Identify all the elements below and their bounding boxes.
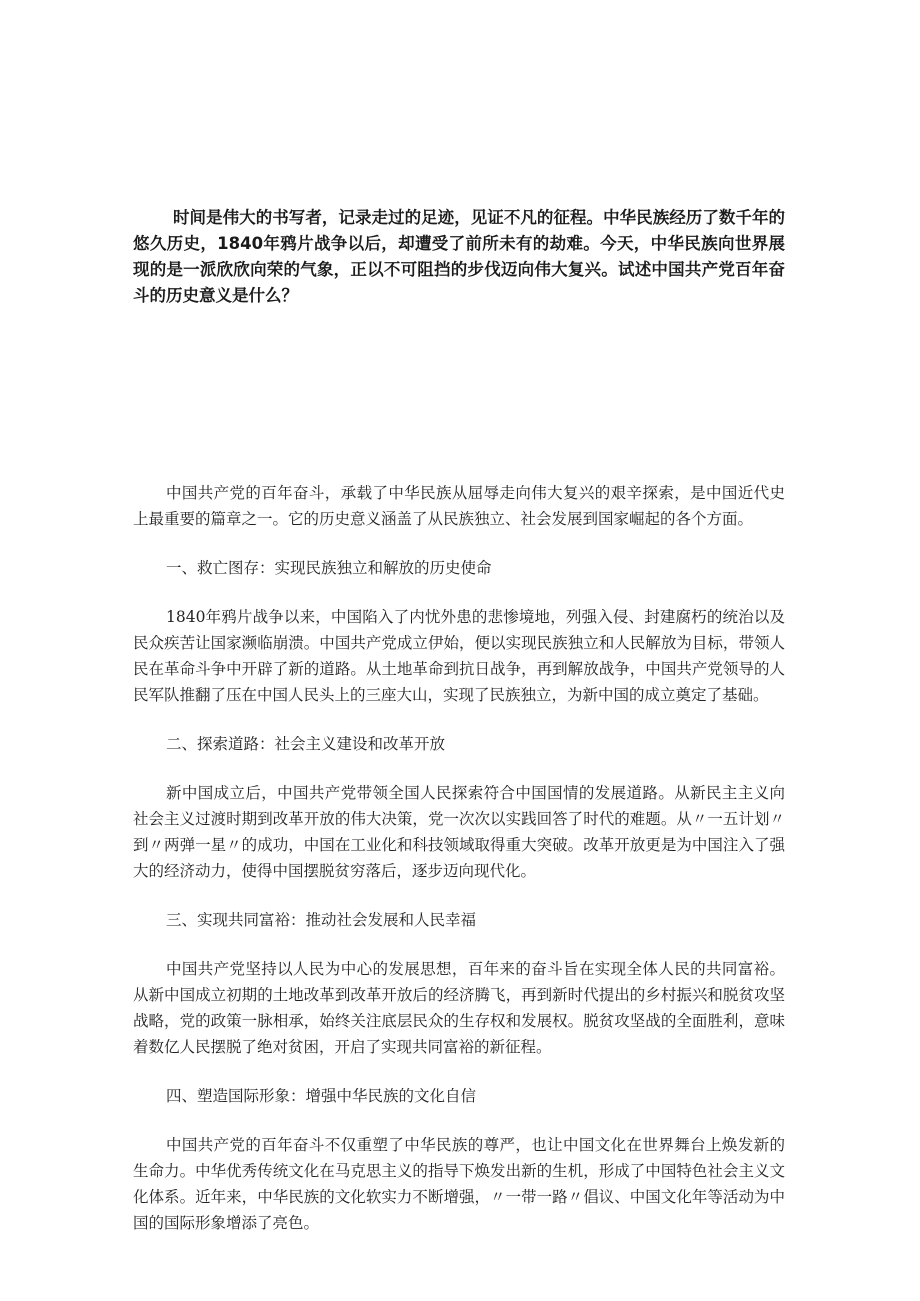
question-text: 时间是伟大的书写者，记录走过的足迹，见证不凡的征程。中华民族经历了数千年的悠久历史，1840年鸦片战争以后，却遭受了前所未有的劫难。今天，中华民族向世界展现的是一派欣欣向荣的气象，正以不可阻挡的步伐迈向伟大复兴。试述中国共产党百年奋斗的历史意义是什么？ bbox=[133, 208, 785, 305]
section-4-body: 中国共产党的百年奋斗不仅重塑了中华民族的尊严，也让中国文化在世界舞台上焕发新的生命力。中华优秀传统文化在马克思主义的指导下焕发出新的生机，形成了中国特色社会主义文化体系。近年来，中华民族的文化软实力不断增强，〃一带一路〃倡议、中国文化年等活动为中国的国际形象增添了亮色。 bbox=[133, 1136, 785, 1232]
section-3-heading: 三、实现共同富裕：推动社会发展和人民幸福 bbox=[166, 911, 477, 929]
answer-body bbox=[133, 480, 785, 1259]
section-3-body: 中国共产党坚持以人民为中心的发展思想，百年来的奋斗旨在实现全体人民的共同富裕。从新中国成立初期的土地改革到改革开放后的经济腾飞，再到新时代提出的乡村振兴和脱贫攻坚战略，党的政策一脉相承，始终关注底层民众的生存权和发展权。脱贫攻坚战的全面胜利，意味着数亿人民摆脱了绝对贫困，开启了实现共同富裕的新征程。 bbox=[133, 960, 785, 1056]
section-2-body: 新中国成立后，中国共产党带领全国人民探索符合中国国情的发展道路。从新民主主义向社会主义过渡时期到改革开放的伟大决策，党一次次以实践回答了时代的难题。从〃一五计划〃到〃两弹一星〃的成功，中国在工业化和科技领域取得重大突破。改革开放更是为中国注入了强大的经济动力，使得中国摆脱贫穷落后，逐步迈向现代化。 bbox=[133, 784, 785, 880]
intro-paragraph: 中国共产党的百年奋斗，承载了中华民族从屈辱走向伟大复兴的艰辛探索，是中国近代史上最重要的篇章之一。它的历史意义涵盖了从民族独立、社会发展到国家崛起的各个方面。 bbox=[133, 484, 785, 528]
section-4-heading: 四、塑造国际形象：增强中华民族的文化自信 bbox=[166, 1087, 477, 1105]
section-2-heading: 二、探索道路：社会主义建设和改革开放 bbox=[166, 735, 446, 753]
section-1-heading: 一、救亡图存：实现民族独立和解放的历史使命 bbox=[166, 559, 492, 577]
section-1-body: 1840年鸦片战争以来，中国陷入了内忧外患的悲惨境地，列强入侵、封建腐朽的统治以及民众疾苦让国家濒临崩溃。中国共产党成立伊始，便以实现民族独立和人民解放为目标，带领人民在革命斗争中开辟了新的道路。从土地革命到抗日战争，再到解放战争，中国共产党领导的人民军队推翻了压在中国人民头上的三座大山，实现了民族独立，为新中国的成立奠定了基础。 bbox=[133, 608, 785, 704]
